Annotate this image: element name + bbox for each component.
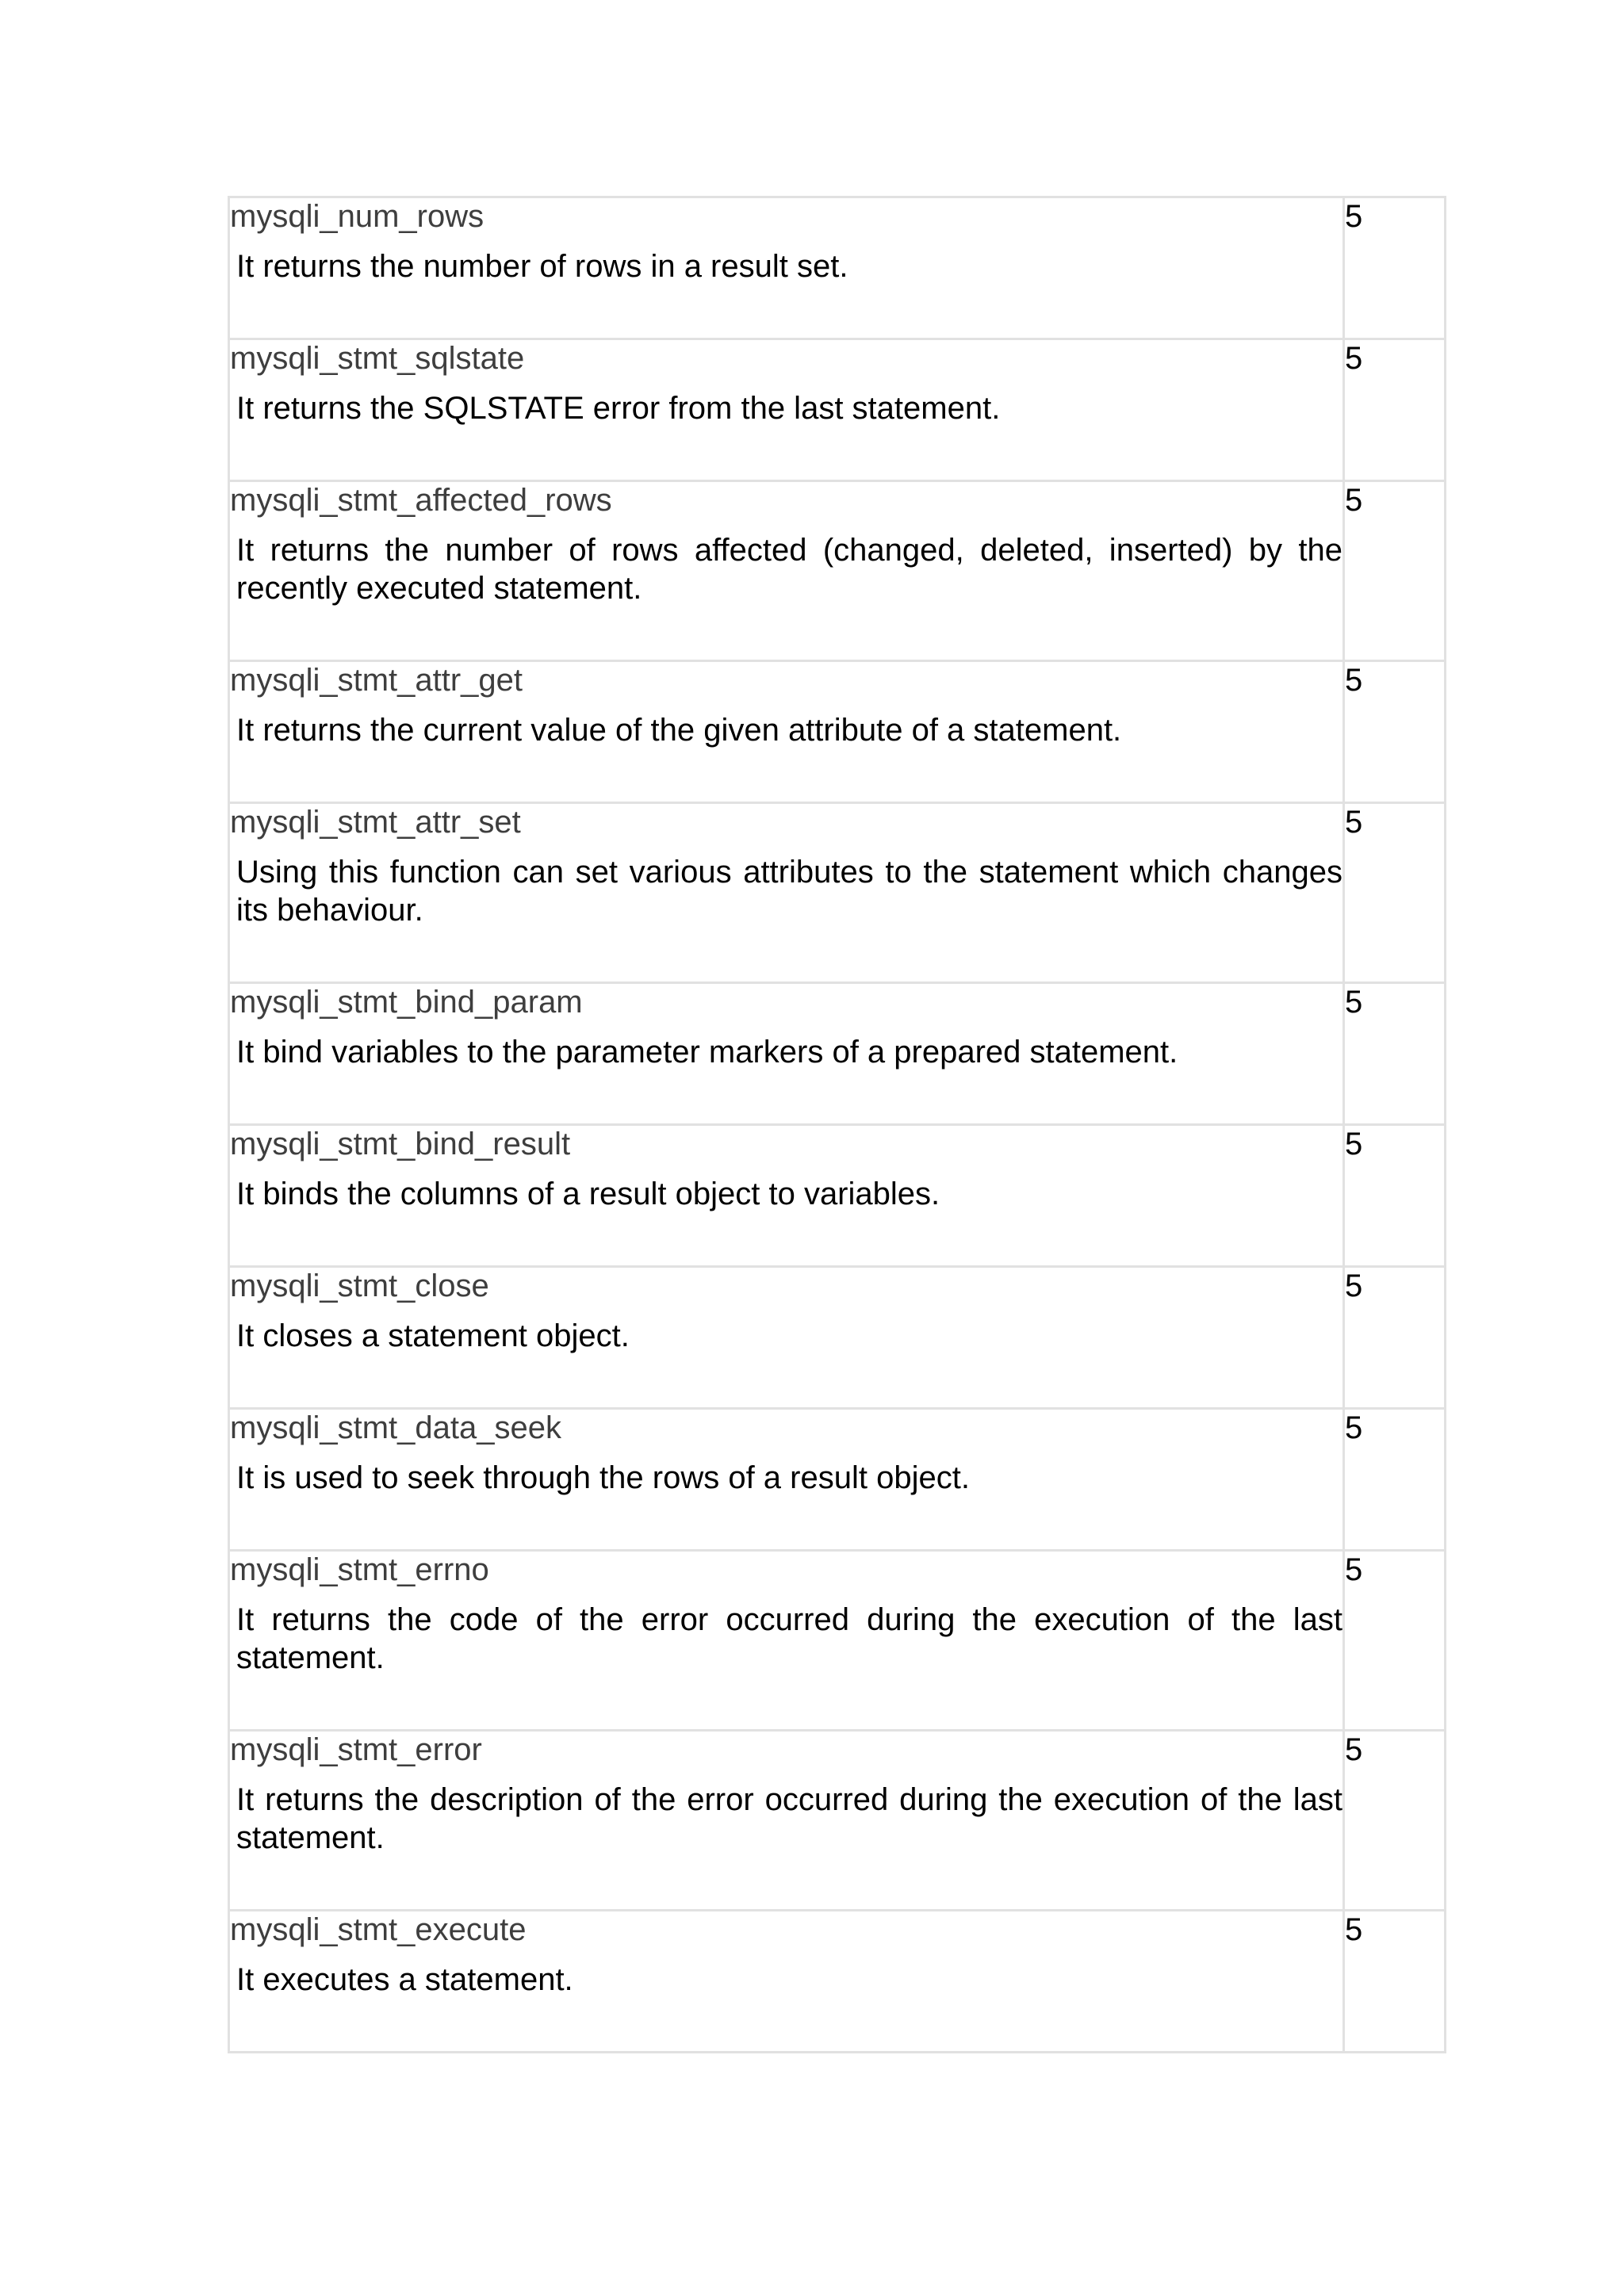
version-cell: 5 bbox=[1344, 1911, 1446, 2053]
function-name: mysqli_stmt_bind_result bbox=[230, 1127, 571, 1161]
table-row bbox=[229, 339, 1446, 481]
function-name: mysqli_stmt_close bbox=[230, 1269, 489, 1303]
version-cell: 5 bbox=[1344, 1731, 1446, 1911]
version-cell: 5 bbox=[1344, 197, 1446, 339]
table-row bbox=[229, 197, 1446, 339]
function-description: It closes a statement object. bbox=[236, 1318, 630, 1353]
table-row bbox=[229, 1911, 1446, 2053]
description-cell bbox=[229, 481, 1344, 661]
description-cell bbox=[229, 983, 1344, 1125]
version-cell: 5 bbox=[1344, 803, 1446, 983]
function-name: mysqli_stmt_error bbox=[230, 1732, 482, 1767]
table-row bbox=[229, 983, 1446, 1125]
function-description: It binds the columns of a result object to variables. bbox=[236, 1177, 940, 1211]
table-row bbox=[229, 803, 1446, 983]
description-cell bbox=[229, 1409, 1344, 1551]
description-cell bbox=[229, 1911, 1344, 2053]
table-row bbox=[229, 1409, 1446, 1551]
function-description: It returns the description of the error occurred during the execution of the last statement. bbox=[236, 1782, 1342, 1855]
description-cell bbox=[229, 1125, 1344, 1267]
function-description: It is used to seek through the rows of a result object. bbox=[236, 1460, 970, 1495]
function-description: It returns the SQLSTATE error from the last statement. bbox=[236, 391, 1001, 426]
function-description: It returns the number of rows in a result set. bbox=[236, 249, 848, 284]
function-description: It returns the current value of the given attribute of a statement. bbox=[236, 713, 1122, 748]
version-cell: 5 bbox=[1344, 983, 1446, 1125]
function-name: mysqli_num_rows bbox=[230, 199, 485, 234]
function-name: mysqli_stmt_affected_rows bbox=[230, 483, 612, 518]
version-cell: 5 bbox=[1344, 1267, 1446, 1409]
function-name: mysqli_stmt_execute bbox=[230, 1912, 527, 1947]
table-row bbox=[229, 481, 1446, 661]
function-description: It executes a statement. bbox=[236, 1962, 573, 1997]
version-cell: 5 bbox=[1344, 661, 1446, 803]
version-cell: 5 bbox=[1344, 1551, 1446, 1731]
description-cell bbox=[229, 661, 1344, 803]
function-description: It returns the number of rows affected (changed, deleted, inserted) by the recently executed statement. bbox=[236, 533, 1342, 606]
description-cell bbox=[229, 803, 1344, 983]
table-row bbox=[229, 1551, 1446, 1731]
version-cell: 5 bbox=[1344, 339, 1446, 481]
function-description: It bind variables to the parameter markers of a prepared statement. bbox=[236, 1035, 1178, 1070]
function-name: mysqli_stmt_data_seek bbox=[230, 1410, 561, 1445]
table-row bbox=[229, 661, 1446, 803]
function-table bbox=[228, 196, 1446, 2053]
table-row bbox=[229, 1125, 1446, 1267]
description-cell bbox=[229, 1267, 1344, 1409]
function-name: mysqli_stmt_attr_set bbox=[230, 805, 521, 840]
function-name: mysqli_stmt_attr_get bbox=[230, 663, 523, 698]
version-cell: 5 bbox=[1344, 1409, 1446, 1551]
function-name: mysqli_stmt_sqlstate bbox=[230, 341, 525, 376]
version-cell: 5 bbox=[1344, 481, 1446, 661]
description-cell bbox=[229, 1551, 1344, 1731]
function-name: mysqli_stmt_errno bbox=[230, 1552, 489, 1587]
description-cell bbox=[229, 197, 1344, 339]
table-row bbox=[229, 1731, 1446, 1911]
function-name: mysqli_stmt_bind_param bbox=[230, 985, 583, 1020]
description-cell bbox=[229, 339, 1344, 481]
function-description: Using this function can set various attributes to the statement which changes its behaviour. bbox=[236, 855, 1342, 928]
function-description: It returns the code of the error occurred during the execution of the last statement. bbox=[236, 1602, 1342, 1675]
table-row bbox=[229, 1267, 1446, 1409]
description-cell bbox=[229, 1731, 1344, 1911]
version-cell: 5 bbox=[1344, 1125, 1446, 1267]
